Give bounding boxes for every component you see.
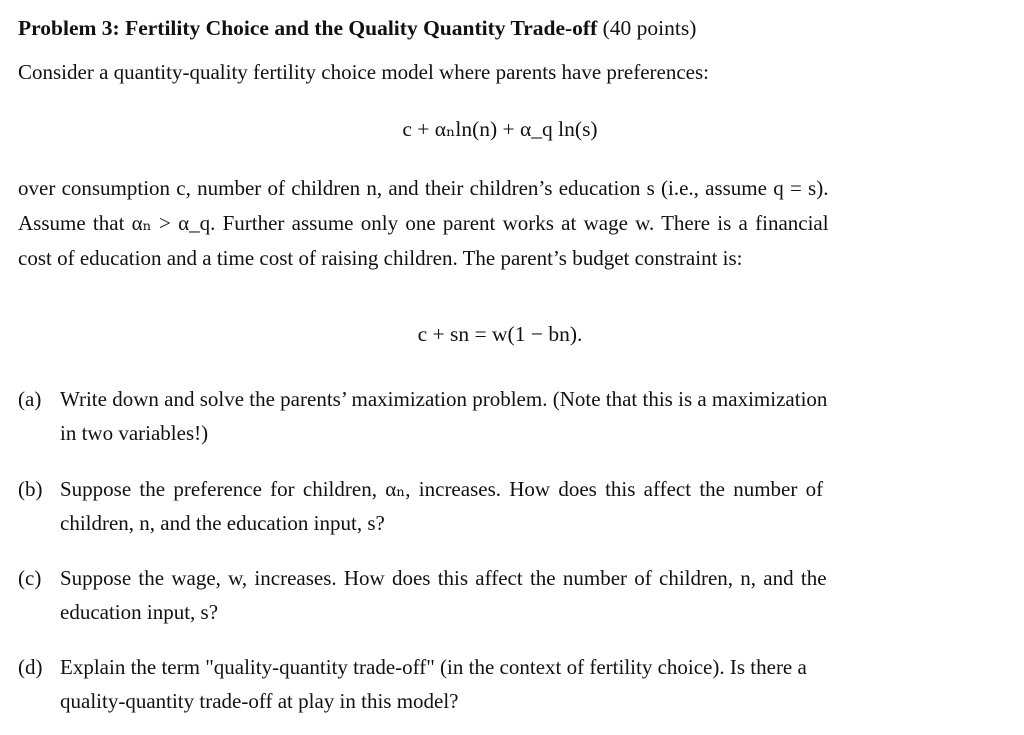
- part-label: (c): [18, 566, 42, 590]
- paragraph-line-2: Assume that αₙ > α_q. Further assume only one parent works at wage w. There is a financial: [18, 211, 829, 235]
- intro-text: Consider a quantity-quality fertility choice model where parents have preferences:: [18, 60, 709, 84]
- paragraph-line-1: over consumption c, number of children n, and their children’s education s (i.e., assume q = s).: [18, 176, 829, 200]
- part-line: children, n, and the education input, s?: [60, 511, 385, 535]
- utility-equation: c + αₙln(n) + α_q ln(s): [402, 117, 598, 141]
- problem-title: [18, 16, 696, 41]
- budget-equation: c + sn = w(1 − bn).: [417, 322, 583, 346]
- part-label: (d): [18, 655, 43, 679]
- part-line: quality-quantity trade-off at play in this model?: [60, 689, 459, 713]
- part-label: (b): [18, 477, 43, 501]
- problem-points: (40 points): [602, 16, 697, 40]
- part-line: Write down and solve the parents’ maximization problem. (Note that this is a maximization: [60, 387, 828, 411]
- part-line: Suppose the wage, w, increases. How does this affect the number of children, n, and the: [60, 566, 827, 590]
- part-line: Explain the term "quality-quantity trade-off" (in the context of fertility choice). Is there a: [60, 655, 807, 679]
- part-line: in two variables!): [60, 421, 209, 445]
- part-line: Suppose the preference for children, αₙ, increases. How does this affect the number of: [60, 477, 824, 501]
- part-label: (a): [18, 387, 42, 411]
- part-line: education input, s?: [60, 600, 219, 624]
- problem-title-text: Problem 3: Fertility Choice and the Quality Quantity Trade-off: [18, 16, 598, 40]
- paragraph-line-3: cost of education and a time cost of raising children. The parent’s budget constraint is:: [18, 246, 743, 270]
